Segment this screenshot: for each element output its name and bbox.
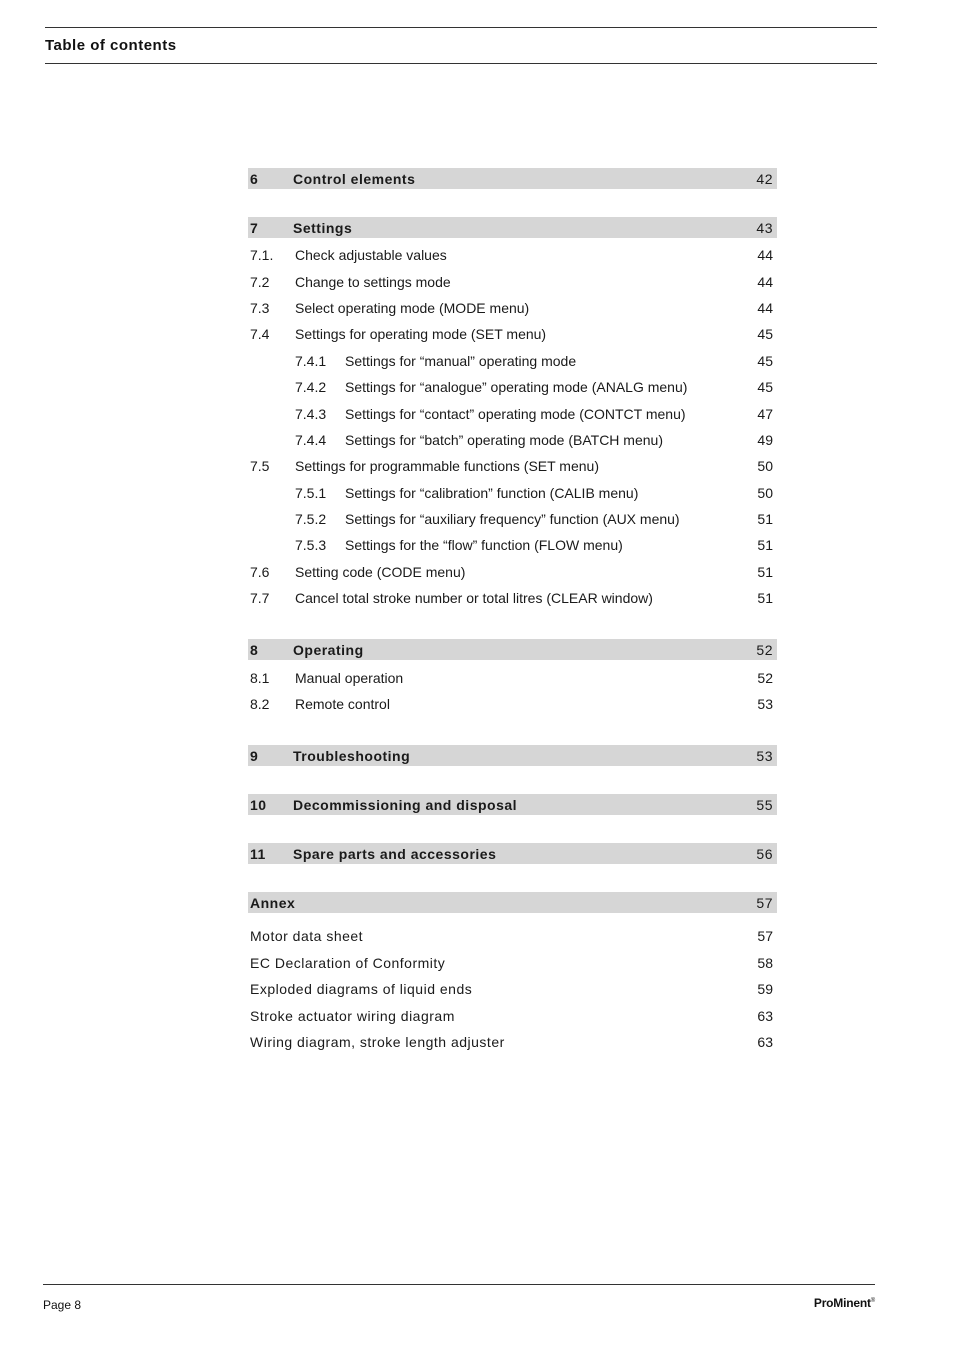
entry-title: Settings for “auxiliary frequency” function (AUX menu) [345, 511, 680, 528]
entry-number: 7.4.4 [295, 431, 327, 448]
entry-title: Check adjustable values [295, 247, 447, 264]
entry-title: Settings for “contact” operating mode (CONTCT menu) [345, 405, 686, 422]
chapter-number: 9 [250, 747, 259, 764]
chapter-number: 8 [250, 641, 259, 658]
toc-entry-7-2[interactable] [248, 268, 777, 294]
toc-entry-7-4-3[interactable] [248, 400, 777, 426]
chapter-page: 53 [756, 747, 773, 764]
entry-number: 7.5.2 [295, 511, 327, 528]
header-top-rule [45, 27, 877, 28]
entry-number: 7.1. [250, 247, 274, 264]
entry-page: 51 [757, 511, 773, 528]
chapter-page: 52 [756, 641, 773, 658]
chapter-title: Troubleshooting [293, 747, 411, 764]
toc-chapter-10[interactable] [248, 794, 777, 815]
toc-entry-7-1[interactable] [248, 242, 777, 268]
toc-entry-7-5-1[interactable] [248, 480, 777, 506]
annex-entry[interactable] [248, 1002, 777, 1028]
entry-page: 44 [757, 247, 773, 264]
chapter-title: Settings [293, 219, 353, 236]
annex-entry[interactable] [248, 976, 777, 1002]
entry-number: 8.1 [250, 669, 270, 686]
page-number: Page 8 [43, 1298, 82, 1312]
entry-title: Cancel total stroke number or total litres (CLEAR window) [295, 590, 653, 607]
entry-title: Change to settings mode [295, 273, 451, 290]
chapter-number: 11 [250, 845, 266, 862]
toc-entry-7-4[interactable] [248, 321, 777, 347]
entry-number: 7.4.2 [295, 379, 327, 396]
toc-entry-7-7[interactable] [248, 585, 777, 611]
toc-chapter-11[interactable] [248, 843, 777, 864]
toc-entry-7-5-3[interactable] [248, 532, 777, 558]
entry-number: 7.5.1 [295, 484, 327, 501]
chapter-page: 55 [756, 796, 773, 813]
toc-chapter-8[interactable] [248, 639, 777, 660]
entry-number: 8.2 [250, 696, 270, 713]
entry-title: Wiring diagram, stroke length adjuster [250, 1034, 505, 1050]
toc-entry-8-1[interactable] [248, 664, 777, 690]
entry-number: 7.6 [250, 563, 270, 580]
toc-entry-7-4-2[interactable] [248, 374, 777, 400]
table-of-contents [248, 168, 777, 1055]
entry-number: 7.5.3 [295, 537, 327, 554]
entry-number: 7.7 [250, 590, 270, 607]
page-title: Table of contents [45, 37, 177, 54]
chapter-number: 10 [250, 796, 267, 813]
entry-title: Select operating mode (MODE menu) [295, 299, 530, 316]
toc-entry-7-5-2[interactable] [248, 506, 777, 532]
chapter-page: 43 [756, 219, 773, 236]
entry-title: Settings for the “flow” function (FLOW menu) [345, 537, 623, 554]
annex-entry[interactable] [248, 1029, 777, 1055]
toc-entry-8-2[interactable] [248, 691, 777, 717]
chapter-page: 57 [756, 894, 773, 911]
chapter-page: 56 [756, 845, 773, 862]
entry-number: 7.2 [250, 273, 270, 290]
annex-list [248, 923, 777, 1055]
registered-mark: ® [870, 1298, 875, 1304]
toc-entry-7-3[interactable] [248, 295, 777, 321]
entry-number: 7.4.3 [295, 405, 327, 422]
entry-title: Settings for programmable functions (SET menu) [295, 458, 599, 475]
entry-title: Exploded diagrams of liquid ends [250, 981, 473, 998]
entry-number: 7.5 [250, 458, 270, 475]
entry-page: 63 [757, 1034, 773, 1050]
toc-chapter-6[interactable] [248, 168, 777, 189]
footer-rule [43, 1284, 875, 1285]
entry-title: Settings for “calibration” function (CALIB menu) [345, 484, 639, 501]
entry-page: 63 [757, 1007, 773, 1024]
entry-page: 51 [757, 590, 773, 607]
entry-page: 51 [757, 563, 773, 580]
toc-entry-7-4-4[interactable] [248, 427, 777, 453]
entry-title: Settings for operating mode (SET menu) [295, 326, 547, 343]
brand-logo [814, 1296, 875, 1310]
annex-entry[interactable] [248, 923, 777, 949]
entry-page: 49 [757, 431, 773, 448]
entry-page: 47 [757, 405, 773, 422]
entry-title: Motor data sheet [250, 928, 364, 945]
entry-page: 59 [757, 981, 773, 998]
entry-title: Settings for “analogue” operating mode (ANALG menu) [345, 379, 688, 396]
chapter-number: 6 [250, 170, 259, 187]
entry-page: 58 [757, 954, 773, 971]
chapter-title: Decommissioning and disposal [293, 796, 518, 813]
toc-entry-7-4-1[interactable] [248, 348, 777, 374]
chapter-title: Spare parts and accessories [293, 845, 497, 862]
entry-number: 7.4.1 [295, 352, 327, 369]
entry-number: 7.4 [250, 326, 270, 343]
entry-page: 50 [757, 484, 773, 501]
header-bottom-rule [45, 63, 877, 64]
chapter-page: 42 [756, 170, 773, 187]
entry-page: 44 [757, 273, 773, 290]
toc-chapter-9[interactable] [248, 745, 777, 766]
entry-page: 44 [757, 299, 773, 316]
entry-page: 57 [757, 928, 773, 945]
entry-page: 51 [757, 537, 773, 554]
toc-chapter-7[interactable] [248, 217, 777, 238]
entry-title: EC Declaration of Conformity [250, 954, 446, 971]
entry-page: 45 [757, 352, 773, 369]
chapter-title: Operating [293, 641, 364, 658]
entry-title: Remote control [295, 696, 390, 713]
toc-entry-7-5[interactable] [248, 453, 777, 479]
entry-page: 45 [757, 379, 773, 396]
entry-title: Setting code (CODE menu) [295, 563, 466, 580]
annex-entry[interactable] [248, 950, 777, 976]
chapter-number: 7 [250, 219, 259, 236]
entry-title: Stroke actuator wiring diagram [250, 1007, 455, 1024]
toc-entry-7-6[interactable] [248, 559, 777, 585]
entry-title: Manual operation [295, 669, 404, 686]
entry-page: 52 [757, 669, 773, 686]
entry-title: Settings for “manual” operating mode [345, 352, 577, 369]
entry-page: 50 [757, 458, 773, 475]
entry-page: 45 [757, 326, 773, 343]
chapter-title: Annex [250, 894, 296, 911]
entry-title: Settings for “batch” operating mode (BATCH menu) [345, 431, 663, 448]
chapter-title: Control elements [293, 170, 416, 187]
toc-annex[interactable] [248, 892, 777, 913]
entry-page: 53 [757, 696, 773, 713]
entry-number: 7.3 [250, 299, 270, 316]
logo-text: ProMinent [813, 1296, 871, 1310]
